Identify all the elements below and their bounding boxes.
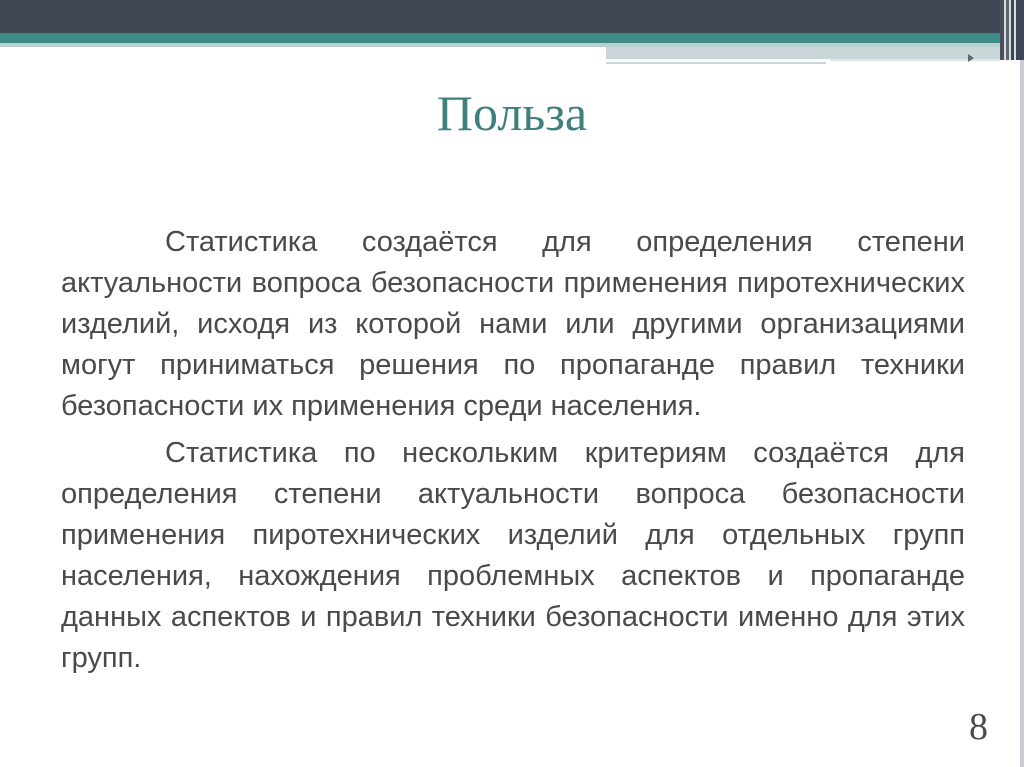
slide-body bbox=[61, 222, 965, 685]
slide-title: Польза bbox=[436, 85, 588, 141]
body-paragraph-1: Статистика создаётся для определения степени актуальности вопроса безопасности применения пиротехнических изделий, исходя из которой нами или другими организациями могут приниматься решения по пропаганде правил техники безопасности их применения среди населения. bbox=[61, 226, 965, 422]
slide-right-border bbox=[1020, 60, 1024, 767]
header-accent-block bbox=[606, 47, 1000, 59]
triangle-marker-icon bbox=[968, 54, 974, 62]
body-paragraph-2: Статистика по нескольким критериям создаётся для определения степени актуальности вопроса безопасности применения пиротехнических изделий для отдельных групп населения, нахождения проблемных аспектов и пропаганде данных аспектов и правил техники безопасности именно для этих групп. bbox=[61, 437, 965, 674]
page-number: 8 bbox=[969, 706, 988, 748]
header-accent-line-secondary bbox=[830, 59, 1000, 61]
header-bar-teal bbox=[0, 33, 1000, 43]
header-vertical-stripes bbox=[1000, 0, 1024, 60]
header-accent-line bbox=[606, 62, 826, 64]
header-bar-dark bbox=[0, 0, 1000, 33]
